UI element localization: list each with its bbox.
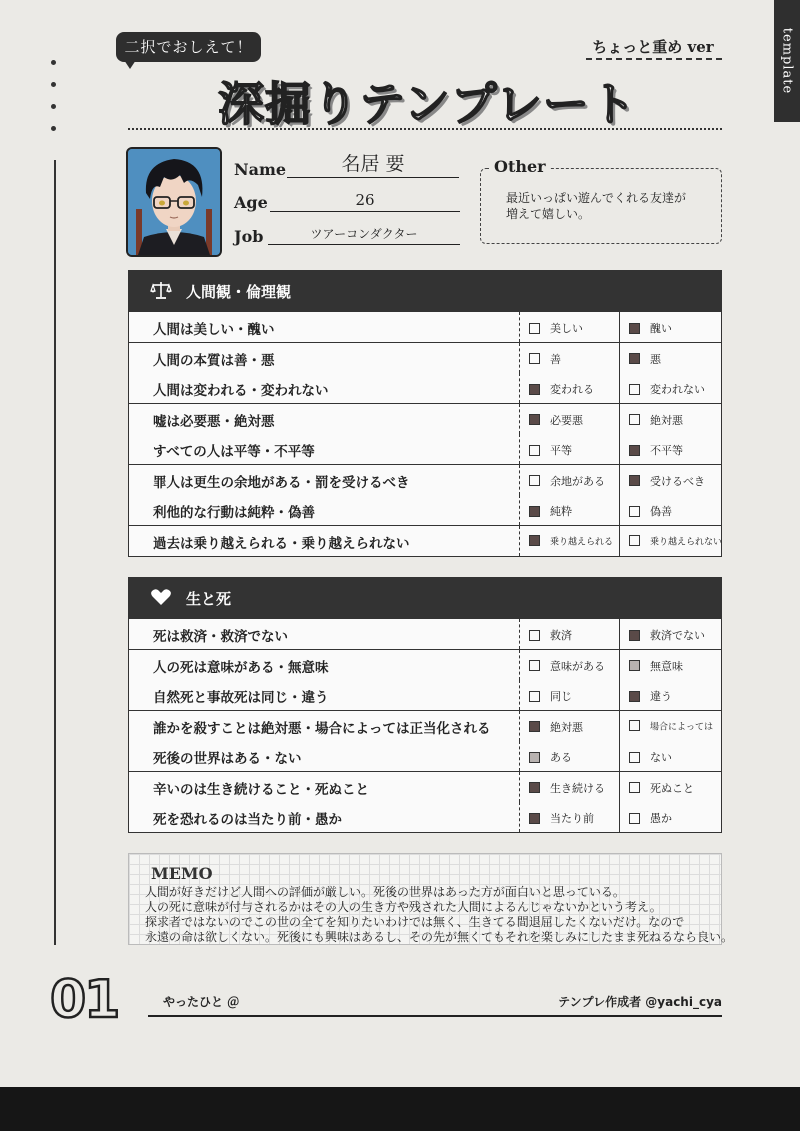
speech-bubble-tail (124, 60, 136, 69)
answer-label: 変われない (650, 383, 705, 396)
job-label: Job (234, 227, 264, 246)
section-title: 人間観・倫理観 (186, 283, 292, 301)
answer-option-b[interactable] (629, 320, 672, 336)
question-text: 自然死と事故死は同じ・違う (153, 690, 329, 706)
checkbox-icon[interactable] (529, 813, 540, 824)
footer-author: やったひと ＠ (163, 995, 240, 1009)
version-underline (586, 58, 722, 60)
other-text (506, 190, 711, 222)
answer-option-a[interactable] (529, 442, 572, 458)
footer-credit: テンプレ作成者 @yachi_cya (558, 995, 722, 1009)
answer-label: 善 (550, 352, 561, 366)
answer-option-a[interactable] (529, 320, 583, 336)
answer-label: 余地がある (550, 474, 605, 488)
checkbox-icon[interactable] (529, 414, 540, 425)
row-divider (619, 650, 620, 680)
question-text: 罪人は更生の余地がある・罰を受けるべき (153, 474, 410, 491)
checkbox-icon[interactable] (529, 782, 540, 793)
row-divider (619, 404, 620, 434)
checkbox-icon[interactable] (529, 384, 540, 395)
question-row (128, 343, 722, 374)
other-text-line: 最近いっぱい遊んでくれる友達が (506, 191, 687, 205)
checkbox-icon[interactable] (629, 660, 640, 671)
answer-option-b[interactable] (629, 627, 705, 643)
answer-option-a[interactable] (529, 688, 572, 704)
question-row (128, 772, 722, 803)
question-text: 利他的な行動は純粋・偽善 (153, 505, 315, 521)
answer-option-b[interactable] (629, 749, 672, 765)
row-divider (519, 343, 520, 373)
question-text: 嘘は必要悪・絶対悪 (153, 413, 275, 430)
answer-option-b[interactable] (629, 810, 672, 826)
question-row (128, 711, 722, 742)
checkbox-icon[interactable] (529, 323, 540, 334)
question-text: 人の死は意味がある・無意味 (153, 659, 329, 676)
checkbox-icon[interactable] (529, 475, 540, 486)
other-text-line: 増えて嬉しい。 (506, 207, 591, 221)
question-row (128, 650, 722, 681)
answer-option-a[interactable] (529, 381, 594, 397)
answer-option-a[interactable] (529, 473, 605, 489)
name-value: 名居 要 (287, 151, 459, 178)
row-divider (619, 312, 620, 342)
answer-label: 救済でない (650, 629, 705, 642)
side-tab-label: template (779, 27, 795, 95)
checkbox-icon[interactable] (629, 353, 640, 364)
answer-label: 死ぬこと (650, 781, 694, 795)
answer-label: 意味がある (550, 659, 605, 673)
row-divider (619, 343, 620, 373)
answer-label: 悪 (650, 352, 661, 366)
row-divider (619, 680, 620, 710)
checkbox-icon[interactable] (529, 535, 540, 546)
answer-option-b[interactable] (629, 381, 705, 397)
answer-option-b[interactable] (629, 473, 705, 489)
section-title: 生と死 (186, 590, 232, 608)
job-value: ツアーコンダクター (268, 224, 460, 245)
checkbox-icon[interactable] (629, 720, 640, 731)
answer-option-b[interactable] (629, 412, 683, 428)
answer-option-a[interactable] (529, 810, 594, 826)
answer-label: 無意味 (650, 659, 683, 673)
row-divider (619, 495, 620, 525)
age-value: 26 (270, 189, 460, 212)
checkbox-icon[interactable] (529, 660, 540, 671)
row-divider (619, 373, 620, 403)
checkbox-icon[interactable] (629, 506, 640, 517)
answer-label: 救済 (550, 629, 572, 642)
answer-option-a[interactable] (529, 749, 572, 765)
decor-dot (51, 126, 56, 131)
answer-option-a[interactable] (529, 780, 605, 796)
answer-label: 場合によっては (650, 722, 714, 732)
side-tab (774, 0, 800, 122)
other-label: Other (490, 157, 550, 176)
answer-label: 不平等 (650, 444, 683, 457)
row-divider (519, 772, 520, 802)
checkbox-icon[interactable] (629, 630, 640, 641)
answer-option-a[interactable] (529, 627, 572, 643)
answer-label: ある (550, 751, 572, 764)
question-row (128, 741, 722, 772)
row-divider (519, 802, 520, 832)
answer-option-a[interactable] (529, 719, 583, 735)
decor-vertical-line (54, 160, 56, 945)
question-row (128, 495, 722, 526)
row-divider (519, 741, 520, 771)
checkbox-icon[interactable] (629, 535, 640, 546)
row-divider (619, 619, 620, 649)
answer-label: 生き続ける (550, 781, 605, 795)
question-text: 辛いのは生き続けること・死ぬこと (153, 781, 369, 798)
avatar (126, 147, 222, 257)
question-row (128, 680, 722, 711)
question-row (128, 373, 722, 404)
answer-label: 乗り越えられる (550, 537, 614, 547)
version-label: ちょっと重め ver (592, 38, 714, 56)
checkbox-icon[interactable] (529, 691, 540, 702)
answer-label: 偽善 (650, 505, 672, 518)
checkbox-icon[interactable] (529, 752, 540, 763)
checkbox-icon[interactable] (629, 752, 640, 763)
answer-option-b[interactable] (629, 780, 694, 796)
answer-option-a[interactable] (529, 351, 561, 367)
question-row (128, 802, 722, 833)
checkbox-icon[interactable] (529, 445, 540, 456)
question-row (128, 465, 722, 496)
question-row (128, 312, 722, 343)
checkbox-icon[interactable] (629, 323, 640, 334)
question-text: 人間は変われる・変われない (153, 383, 329, 399)
row-divider (619, 526, 620, 556)
checkbox-icon[interactable] (629, 475, 640, 486)
answer-label: 絶対悪 (650, 413, 683, 427)
row-divider (619, 434, 620, 464)
answer-label: 純粋 (550, 505, 572, 518)
answer-option-b[interactable] (629, 719, 713, 733)
answer-option-a[interactable] (529, 503, 572, 519)
row-divider (619, 741, 620, 771)
answer-option-b[interactable] (629, 503, 672, 519)
question-text: 死を恐れるのは当たり前・愚か (153, 812, 342, 828)
title-divider (128, 128, 722, 130)
answer-label: 乗り越えられない (650, 537, 723, 547)
memo-line: 永遠の命は欲しくない。死後にも興味はあるし、その先が無くてもそれを楽しみにしたまま死ねるなら良い。 (145, 930, 734, 944)
page-number: 01 (50, 970, 119, 1030)
row-divider (519, 680, 520, 710)
avatar-portrait (128, 149, 220, 255)
memo-line: 人の死に意味が付与されるかはその人の生き方や残された人間によるんじゃないかという考え。 (145, 900, 662, 914)
row-divider (519, 373, 520, 403)
checkbox-icon[interactable] (629, 414, 640, 425)
checkbox-icon[interactable] (629, 384, 640, 395)
answer-label: 必要悪 (550, 413, 583, 427)
footer-divider (148, 1015, 722, 1017)
page-title: 深掘りテンプレート (218, 77, 637, 131)
question-text: 人間の本質は善・悪 (153, 352, 275, 369)
answer-option-b[interactable] (629, 442, 683, 458)
checkbox-icon[interactable] (529, 506, 540, 517)
answer-label: 醜い (650, 322, 672, 335)
question-text: 死後の世界はある・ない (153, 751, 302, 767)
answer-option-a[interactable] (529, 658, 605, 674)
answer-label: 愚か (650, 812, 672, 825)
row-divider (519, 619, 520, 649)
row-divider (519, 404, 520, 434)
decor-dot (51, 82, 56, 87)
heart-icon (150, 587, 172, 611)
answer-label: 受けるべき (650, 474, 705, 488)
memo-title: MEMO (151, 864, 213, 883)
answer-option-a[interactable] (529, 534, 613, 548)
row-divider (519, 434, 520, 464)
row-divider (519, 495, 520, 525)
answer-option-b[interactable] (629, 534, 722, 548)
question-row (128, 526, 722, 557)
question-text: すべての人は平等・不平等 (153, 444, 315, 460)
answer-label: 当たり前 (550, 812, 594, 825)
answer-option-b[interactable] (629, 688, 672, 704)
section-header-life-death (128, 577, 722, 619)
answer-label: 同じ (550, 690, 572, 703)
row-divider (519, 465, 520, 495)
checkbox-icon[interactable] (529, 721, 540, 732)
row-divider (519, 650, 520, 680)
section-header-ethics (128, 270, 722, 312)
question-text: 誰かを殺すことは絶対悪・場合によっては正当化される (153, 720, 491, 737)
answer-label: 絶対悪 (550, 720, 583, 734)
answer-label: 違う (650, 690, 672, 703)
row-divider (619, 802, 620, 832)
question-row (128, 619, 722, 650)
row-divider (519, 312, 520, 342)
checkbox-icon[interactable] (629, 813, 640, 824)
row-divider (619, 772, 620, 802)
answer-option-b[interactable] (629, 351, 661, 367)
question-text: 死は救済・救済でない (153, 629, 288, 645)
checkbox-icon[interactable] (629, 782, 640, 793)
question-text: 過去は乗り越えられる・乗り越えられない (153, 535, 410, 552)
question-text: 人間は美しい・醜い (153, 322, 275, 338)
bottom-bar (0, 1087, 800, 1131)
checkbox-icon[interactable] (529, 630, 540, 641)
row-divider (619, 711, 620, 741)
scale-icon (150, 280, 172, 304)
age-label: Age (234, 193, 268, 212)
row-divider (519, 711, 520, 741)
answer-label: ない (650, 751, 672, 764)
checkbox-icon[interactable] (529, 353, 540, 364)
decor-dot (51, 60, 56, 65)
question-row (128, 404, 722, 435)
answer-option-a[interactable] (529, 412, 583, 428)
row-divider (519, 526, 520, 556)
answer-label: 美しい (550, 322, 583, 335)
answer-option-b[interactable] (629, 658, 683, 674)
name-label: Name (234, 160, 287, 179)
speech-bubble: 二択でおしえて！ (116, 32, 261, 62)
checkbox-icon[interactable] (629, 445, 640, 456)
answer-label: 変われる (550, 383, 594, 396)
memo-line: 人間が好きだけど人間への評価が厳しい。死後の世界はあった方が面白いと思っている。 (145, 885, 625, 899)
decor-dot (51, 104, 56, 109)
answer-label: 平等 (550, 444, 572, 457)
checkbox-icon[interactable] (629, 691, 640, 702)
question-row (128, 434, 722, 465)
memo-line: 探求者ではないのでこの世の全てを知りたいわけでは無く、生きてる間退屈したくないだけ。なので (145, 915, 685, 929)
row-divider (619, 465, 620, 495)
